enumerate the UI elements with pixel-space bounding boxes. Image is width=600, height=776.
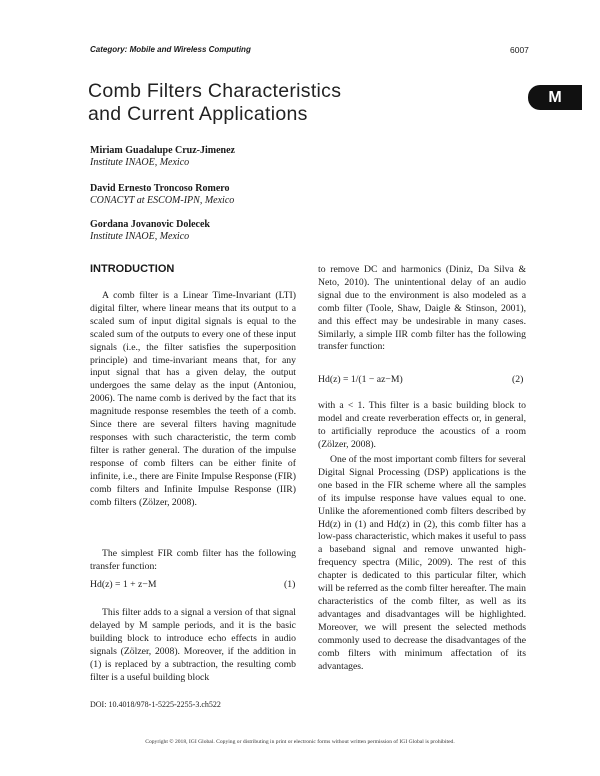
title-line-1: Comb Filters Characteristics: [88, 80, 342, 102]
left-paragraph-3: This filter adds to a signal a version of that signal delayed by M sample periods, and it is the basic building block to introduce echo effects in audio signals (Zölzer, 2008). Moreover, if the addition in (1) is replaced by a subtraction, the resulting comb filter is a useful building block: [90, 607, 296, 683]
author-block-3: [90, 219, 210, 243]
title-line-2: and Current Applications: [88, 103, 308, 125]
author-block-2: [90, 183, 234, 207]
paper-title: [88, 80, 341, 126]
right-paragraph-2: with a < 1. This filter is a basic building block to model and create reverberation effects or, in general, to artificially reproduce the acoustics of a room (Zölzer, 2008).: [318, 400, 526, 450]
author-block-1: [90, 145, 235, 169]
author-name: Miriam Guadalupe Cruz-Jimenez: [90, 145, 235, 156]
right-paragraph-3: One of the most important comb filters for several Digital Signal Processing (DSP) applications is the one based in the FIR scheme where all the samples of its impulse response have values equal to one. Unlike the aforementioned comb filters described by Hd(z) in (1) and Hd(z) in (2), this comb filter has a low-pass characteristic, which makes it useful to pass a baseband signal and remove unwanted high-frequency spectra (Milic, 2009). The rest of this chapter is dedicated to this particular filter, which will be referred as the comb filter hereafter. The main characteristics of the comb filter, as well as its advantages and disadvantages will be highlighted. Moreover, we will present the selected methods commonly used to decrease the disadvantages of the comb filters with minimum affectation of its advantages.: [318, 454, 526, 672]
section-letter-badge: M: [528, 85, 582, 110]
left-paragraph-2: The simplest FIR comb filter has the following transfer function:: [90, 548, 296, 572]
copyright-notice: Copyright © 2018, IGI Global. Copying or distributing in print or electronic forms without written permission of IGI Global is prohibited.: [145, 739, 455, 745]
author-name: David Ernesto Troncoso Romero: [90, 183, 230, 194]
header-category: Category: Mobile and Wireless Computing: [90, 45, 251, 54]
author-name: Gordana Jovanovic Dolecek: [90, 219, 210, 230]
equation-1-number: (1): [284, 579, 296, 590]
equation-2-number: (2): [512, 374, 524, 385]
left-paragraph-1: A comb filter is a Linear Time-Invariant (LTI) digital filter, where linear means that its output to a scaled sum of input digital signals is equal to the scaled sum of the outputs to every one of these input signals (i.e., the filter satisfies the superposition principle) and time-invariant means that, for any input signal that has a given delay, the output undergoes the same delay as the input (Antoniou, 2006). The name comb is derived by the fact that its magnitude response resembles the teeth of a comb. Since there are several filters having magnitude responses with such characteristic, the term comb filter is rather general. The duration of the impulse response of comb filters can be either finite of infinite, i.e., there are Finite Impulse Response (FIR) comb filters and Infinite Impulse Response (IIR) comb filters (Zölzer, 2008).: [90, 290, 296, 508]
right-paragraph-1: to remove DC and harmonics (Diniz, Da Silva & Neto, 2010). The unintentional delay of an audio signal due to the environment is also modeled as a comb filter (Toole, Shaw, Daigle & Stinson, 2001), and this effect may be undesirable in many cases. Similarly, a simple IIR comb filter has the following transfer function:: [318, 264, 526, 353]
author-affiliation: Institute INAOE, Mexico: [90, 231, 190, 242]
equation-2: Hd(z) = 1/(1 − az−M): [318, 374, 403, 385]
author-affiliation: CONACYT at ESCOM-IPN, Mexico: [90, 195, 235, 206]
equation-1: Hd(z) = 1 + z−M: [90, 579, 157, 590]
doi-line: DOI: 10.4018/978-1-5225-2255-3.ch522: [90, 700, 221, 709]
section-heading: INTRODUCTION: [90, 263, 175, 275]
page-number: 6007: [510, 45, 529, 55]
author-affiliation: Institute INAOE, Mexico: [90, 157, 190, 168]
